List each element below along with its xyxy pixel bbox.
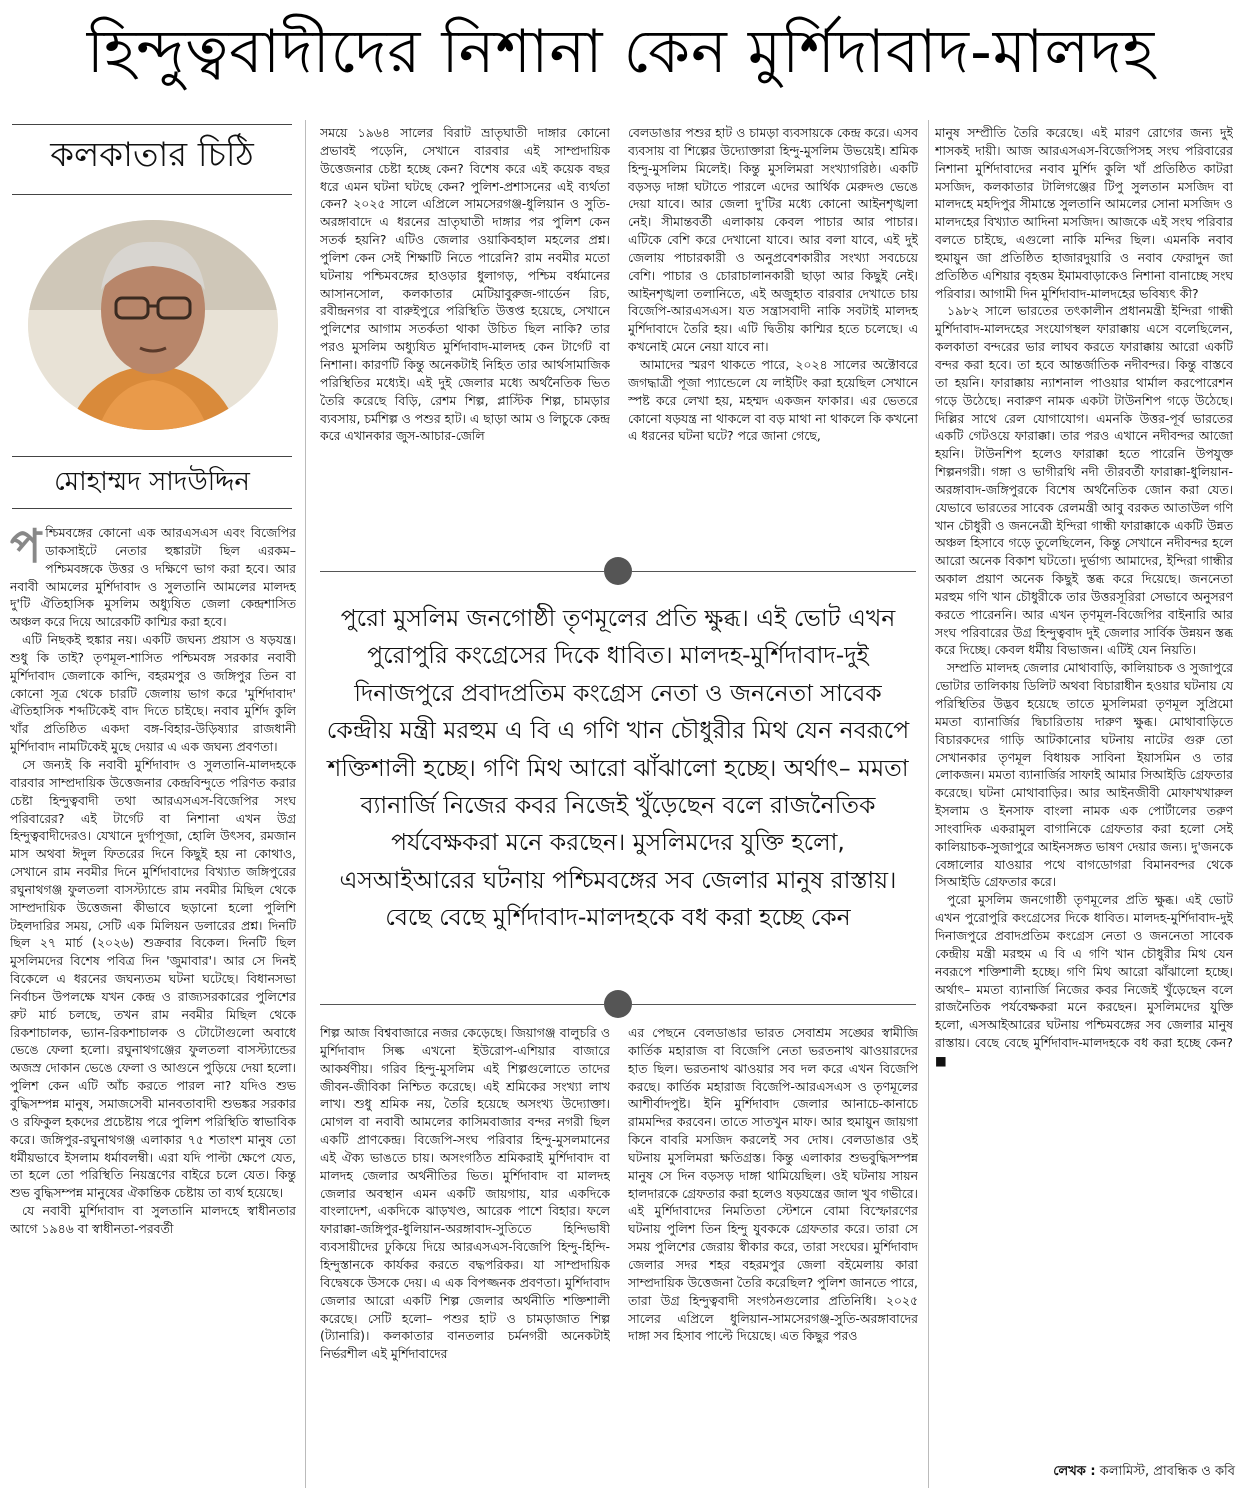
pull-quote-bottom-rule-left	[320, 1004, 604, 1005]
column-3-top-text	[628, 124, 918, 550]
paragraph: সে জন্যই কি নবাবী মুর্শিদাবাদ ও সুলতানি-মালদহকে বারবার সাম্প্রদায়িক উত্তেজনার কেন্দ্রবিন্দুতে পরিণত করার চেষ্টা হিন্দুত্ববাদী তথা আরএসএস-বিজেপির সংঘ পরিবারের? এই টার্গেট বা নিশানা এখন উগ্র হিন্দুত্ববাদীদেরও। যেখানে দুর্গাপূজা, হোলি উৎসব, রমজান মাস অথবা ঈদুল ফিতরের দিনে কিছুই হয় না কোথাও, সেখানে রাম নবমীর দিনে মুর্শিদাবাদের বিখ্যাত জঙ্গিপুরের রঘুনাথগঞ্জ ফুলতলা বাসস্ট্যান্ডে রাম নবমীর মিছিল থেকে সাম্প্রদায়িক উত্তেজনা কীভাবে ছড়ানো হলো পুলিশি টহলদারির সময়, সেটি এক মিলিয়ন ডলারের প্রশ্ন। দিনটি ছিল ২৭ মার্চ (২০২৬) শুক্রবার বিকেল। দিনটি ছিল মুসলিমদের বিশেষ পবিত্র দিন 'জুমাবার'। আর সে দিনই বিকেলে এ ধরনের জঘন্যতম ঘটনা ঘটেছে। বিধানসভা নির্বাচন উপলক্ষে যখন কেন্দ্র ও রাজ্যসরকারের পুলিশের রুট মার্চ চলছে, তখন রাম নবমীর মিছিল থেকে রিকশাচালক, ভ্যান-রিকশাচালক ও টোটোগুলো অবাধে ভেঙে ফেলা হলো। রঘুনাথগঞ্জের ফুলতলা বাসস্ট্যান্ডের অজস্র দোকান ভেঙে ফেলা ও আগুনে পুড়িয়ে দেয়া হলো। পুলিশ কেন এটি আঁচ করতে পারল না? যদিও শুভ বুদ্ধিসম্পন্ন মানুষ, সমাজসেবী মানবতাবাদী শুভঙ্কর সরকার ও রফিকুল হকদের প্রচেষ্টায় পরে পুলিশ পরিস্থিতি স্বাভাবিক করে। জঙ্গিপুর-রঘুনাথগঞ্জ এলাকার ৭৫ শতাংশ মানুষ তো ধর্মীয়ভাবে ইসলাম ধর্মাবলম্বী। এরা যদি পাল্টা ক্ষেপে যেত, তা হলে তো পরিস্থিতি নিয়ন্ত্রণের বাইরে চলে যেত। কিন্তু শুভ বুদ্ধিসম্পন্ন মানুষের ঐকান্তিক চেষ্টায় তা ব্যর্থ হয়েছে।	[10, 756, 296, 1201]
pull-quote-bottom-dot	[604, 990, 632, 1018]
byline-label: লেখক :	[1053, 1464, 1096, 1479]
paragraph: শিল্প আজ বিশ্ববাজারে নজর কেড়েছে। জিয়াগঞ্জ বালুচরি ও মুর্শিদাবাদ সিল্ক এখনো ইউরোপ-এশিয়ার বাজারে আকর্ষণীয়। গরিব হিন্দু-মুসলিম এই শিল্পগুলোতে তাদের জীবন-জীবিকা নিশ্চিত করেছে। এই শ্রমিকের সংখ্যা লাখ লাখ। শুধু শ্রমিক নয়, তৈরি হয়েছে অসংখ্য উদ্যোক্তা। মোগল বা নবাবী আমলের কাসিমবাজার বন্দর নগরী ছিল একটি প্রাণকেন্দ্র। বিজেপি-সংঘ পরিবার হিন্দু-মুসলমানের এই ঐক্য ভাঙতে চায়। অসংগঠিত শ্রমিকরাই মুর্শিদাবাদ বা মালদহ জেলার অর্থনীতির ভিত। মুর্শিদাবাদ বা মালদহ জেলার অবস্থান এমন একটি জায়গায়, যার একদিকে বাংলাদেশ, একদিকে ঝাড়খণ্ড, আরেক পাশে বিহার। ফলে ফারাক্কা-জঙ্গিপুর-ধুলিয়ান-অরঙ্গাবাদ-সুতিতে হিন্দিভাষী ব্যবসায়ীদের ঢুকিয়ে দিয়ে আরএসএস-বিজেপি হিন্দু-হিন্দি-হিন্দুস্তানকে কার্যকর করতে বদ্ধপরিকর। যা সাম্প্রদায়িক বিদ্বেষকে উসকে দেয়। এ এক বিপজ্জনক প্রবণতা। মুর্শিদাবাদ জেলার আরো একটি শিল্প জেলার অর্থনীতি শক্তিশালী করেছে। সেটি হলো– পশুর হাট ও চামড়াজাত শিল্প (ট্যানারি)। কলকাতার বানতলার চর্মনগরী অনেকটাই নির্ভরশীল এই মুর্শিদাবাদের	[320, 1025, 610, 1362]
column-divider	[305, 120, 306, 1488]
paragraph: ১৯৮২ সালে ভারতের তৎকালীন প্রধানমন্ত্রী ইন্দিরা গান্ধী মুর্শিদাবাদ-মালদহের সংযোগস্থল ফারাক্কায় এসে বলেছিলেন, কলকাতা বন্দরের ভার লাঘব করতে ফারাক্কায় আরো একটি বন্দর করা হবে। তা হবে আন্তর্জাতিক নদীবন্দর। কিন্তু বাস্তবে তা হয়নি। ফারাক্কায় ন্যাশনাল পাওয়ার থার্মাল করপোরেশন গড়ে উঠেছে। নবারুণ নামক একটা টাউনশিপ গড়ে উঠেছে। দিল্লির সাথে রেল যোগাযোগ। এমনকি উত্তর-পূর্ব ভারতের একটি গেটওয়ে ফারাক্কা। তার পরও এখানে নদীবন্দর আজো হয়নি। টাউনশিপ হলেও ফারাক্কা হতে পারেনি উপযুক্ত শিল্পনগরী। গঙ্গা ও ভাগীরথি নদী তীরবর্তী ফারাক্কা-ধুলিয়ান-অরঙ্গাবাদ-জঙ্গিপুরকে বিশেষ অর্থনৈতিক জোন করা যেত। যেভাবে ভারতের সাবেক রেলমন্ত্রী আবু বরকত আতাউল গণি খান চৌধুরী ও জননেত্রী ইন্দিরা গান্ধী ফারাক্কাকে একটি উন্নত অঞ্চল হিসাবে গড়ে তুলেছিলেন, কিন্তু সেখানে নদীবন্দর হলে আরো অনেক বিকাশ ঘটতো। দুর্ভাগ্য আমাদের, ইন্দিরা গান্ধীর অকাল প্রয়াণ অনেক কিছুই স্তব্ধ করে দিয়েছে। জননেতা মরহুম গণি খান চৌধুরীকে তার উত্তরসূরিরা সেভাবে অনুসরণ করতে পারেননি। আর এখন তৃণমূল-বিজেপির বাইনারি আর সংঘ পরিবারের উগ্র হিন্দুত্ববাদ দুই জেলার সার্বিক উন্নয়ন স্তব্ধ করে দিচ্ছে। কেবল ধর্মীয় বিভাজন। এটিই যেন নিয়তি।	[935, 303, 1233, 658]
column-label-bottom-rule	[12, 194, 292, 195]
paragraph: পুরো মুসলিম জনগোষ্ঠী তৃণমূলের প্রতি ক্ষুব্ধ। এই ভোট এখন পুরোপুরি কংগ্রেসের দিকে ধাবিত। মালদহ-মুর্শিদাবাদ-দুই দিনাজপুরে প্রবাদপ্রতিম কংগ্রেস নেতা ও জননেতা সাবেক কেন্দ্রীয় মন্ত্রী মরহুম এ বি এ গণি খান চৌধুরীর মিথ যেন নবরূপে শক্তিশালী হচ্ছে। গণি মিথ আরো ঝাঁঝালো হচ্ছে। অর্থাৎ– মমতা ব্যানার্জি নিজের কবর নিজেই খুঁড়েছেন বলে রাজনৈতিক পর্যবেক্ষকরা মনে করছেন। মুসলিমদের যুক্তি হলো, এসআইআরের ঘটনায় পশ্চিমবঙ্গের সব জেলার মানুষ রাস্তায়। বেছে বেছে মুর্শিদাবাদ-মালদহকে বধ করা হচ্ছে কেন? ■	[935, 892, 1233, 1068]
author-byline	[935, 1460, 1235, 1484]
column-1-text	[10, 524, 296, 1484]
author-name: মোহাম্মদ সাদউদ্দিন	[54, 467, 250, 497]
paragraph: এটি নিছকই হুঙ্কার নয়। একটি জঘন্য প্রয়াস ও ষড়যন্ত্র। শুধু কি তাই? তৃণমূল-শাসিত পশ্চিমবঙ্গ সরকার নবাবী মুর্শিদাবাদ জেলাকে কান্দি, বহরমপুর ও জঙ্গিপুর তিন বা কোনো সূত্র থেকে চারটি জেলায় ভাগ করে 'মুর্শিদাবাদ' ঐতিহাসিক শব্দটিকেই বাদ দিতে চাইছে। নবাব মুর্শিদ কুলি খাঁর প্রতিষ্ঠিত একদা বঙ্গ-বিহার-উড়িষ্যার রাজধানী মুর্শিদাবাদ নামটিকেই মুছে দেয়ার এ এক জঘন্য প্রবণতা।	[10, 632, 296, 755]
pull-quote-top-rule-right	[632, 571, 916, 572]
paragraph: এর পেছনে বেলডাঙার ভারত সেবাশ্রম সঙ্ঘের স্বামীজি কার্তিক মহারাজ বা বিজেপি নেতা ভরতনাথ ঝাওয়ারদের হাত ছিল। ভরতনাথ ঝাওয়ার সব দল করে এখন বিজেপি করছে। কার্তিক মহারাজ বিজেপি-আরএসএস ও তৃণমূলের আশীর্বাদপুষ্ট। ইনি মুর্শিদাবাদ জেলার আনাচে-কানাচে রামমন্দির করবেন। তাতে সাতখুন মাফ। আর হুমায়ুন জায়গা কিনে বাবরি মসজিদ করলেই সব দোষ। বেলডাঙার ওই ঘটনায় মুসলিমরা ক্ষতিগ্রস্ত। কিন্তু এলাকার শুভবুদ্ধিসম্পন্ন মানুষ সে দিন বড়সড় দাঙ্গা থামিয়েছিল। ওই ঘটনায় সায়ন হালদারকে গ্রেফতার করা হলেও ষড়যন্ত্রের জাল খুব গভীরে। এই মুর্শিদাবাদের নিমতিতা স্টেশনে বোমা বিস্ফোরণের ঘটনায় পুলিশ তিন হিন্দু যুবককে গ্রেফতার করে। তারা সে সময় পুলিশের জেরায় স্বীকার করে, তারা সংঘের। মুর্শিদাবাদ জেলার সদর শহর বহরমপুর জেলা বইমেলায় কারা সাম্প্রদায়িক উত্তেজনা তৈরি করেছিল? পুলিশ জানতে পারে, তারা উগ্র হিন্দুত্ববাদী সংগঠনগুলোর প্রতিনিধি। ২০২৫ সালের এপ্রিলে ধুলিয়ান-সামসেরগঞ্জ-সুতি-অরঙ্গাবাদের দাঙ্গা সব হিসাব পাল্টে দিয়েছে। এত কিছুর পরও	[628, 1025, 918, 1344]
paragraph: যে নবাবী মুর্শিদাবাদ বা সুলতানি মালদহে স্বাধীনতার আগে ১৯৪৬ বা স্বাধীনতা-পরবর্তী	[10, 1203, 296, 1236]
column-divider	[928, 120, 929, 1488]
paragraph: সম্প্রতি মালদহ জেলার মোথাবাড়ি, কালিয়াচক ও সুজাপুরে ভোটার তালিকায় ডিলিট অথবা বিচারাধীন হওয়ার ঘটনায় যে পরিস্থিতির উদ্ভব হয়েছে তাতে মুসলিমরা তৃণমূল সুপ্রিমো মমতা ব্যানার্জির দ্বিচারিতায় দারুণ ক্ষুব্ধ। মোথাবাড়িতে বিচারকদের গাড়ি আটকানোর ঘটনায় নাটের গুরু তো সেখানকার তৃণমূল বিধায়ক সাবিনা ইয়াসমিন ও তার লোকজন। মমতা ব্যানার্জির সাফাই আমার সিআইডি গ্রেফতার করেছে। ঘটনা মোথাবাড়ির। আর আইনজীবী মোফাখখারুল ইসলাম ও ইনসাফ বাংলা নামক এক পোর্টালের তরুণ সাংবাদিক একরামুল বাগানিকে গ্রেফতার করা হলো সেই কালিয়াচক-সুজাপুরে আইনসঙ্গত ভাষণ দেয়ার জন্য। দু'জনকে বেঙ্গালোর যাওয়ার পথে বাগডোগরা বিমানবন্দর থেকে সিআইডি গ্রেফতার করে।	[935, 660, 1233, 890]
pull-quote-top-dot	[604, 557, 632, 585]
column-label: কলকাতার চিঠি	[50, 134, 254, 175]
pull-quote-top-rule-left	[320, 571, 604, 572]
author-top-rule	[12, 456, 292, 457]
paragraph	[10, 524, 296, 631]
author-portrait-image	[28, 220, 278, 430]
headline: হিন্দুত্ববাদীদের নিশানা কেন মুর্শিদাবাদ-মালদহ	[86, 17, 1156, 87]
column-2-bottom-text	[320, 1024, 610, 1486]
pull-quote: পুরো মুসলিম জনগোষ্ঠী তৃণমূলের প্রতি ক্ষুব্ধ। এই ভোট এখন পুরোপুরি কংগ্রেসের দিকে ধাবিত। মালদহ-মুর্শিদাবাদ-দুই দিনাজপুরে প্রবাদপ্রতিম কংগ্রেস নেতা ও জননেতা সাবেক কেন্দ্রীয় মন্ত্রী মরহুম এ বি এ গণি খান চৌধুরীর মিথ যেন নবরূপে শক্তিশালী হচ্ছে। গণি মিথ আরো ঝাঁঝালো হচ্ছে। অর্থাৎ– মমতা ব্যানার্জি নিজের কবর নিজেই খুঁড়েছেন বলে রাজনৈতিক পর্যবেক্ষকরা মনে করছেন। মুসলিমদের যুক্তি হলো, এসআইআরের ঘটনায় পশ্চিমবঙ্গের সব জেলার মানুষ রাস্তায়। বেছে বেছে মুর্শিদাবাদ-মালদহকে বধ করা হচ্ছে কেন	[326, 604, 910, 932]
paragraph: মানুষ সম্প্রীতি তৈরি করেছে। এই মারণ রোগের জন্য দুই শাসকই দায়ী। আজ আরএসএস-বিজেপিসহ সংঘ পরিবারের নিশানা মুর্শিদাবাদের নবাব মুর্শিদ কুলি খাঁ প্রতিষ্ঠিত কাটরা মসজিদ, কলকাতার টালিগঞ্জের টিপু সুলতান মসজিদ বা মালদহে মহদিপুর সীমান্তে সুলতানি আমলের সোনা মসজিদ ও মালদহের বিখ্যাত আদিনা মসজিদ। আজকে এই সংঘ পরিবার বলতে চাইছে, এগুলো নাকি মন্দির ছিল। এমনকি নবাব হুমায়ুন জা প্রতিষ্ঠিত হাজারদুয়ারি ও নবাব ফেরাদুন জা প্রতিষ্ঠিত এশিয়ার বৃহত্তম ইমামবাড়াকেও নিশানা বানাচ্ছে সংঘ পরিবার। আগামী দিন মুর্শিদাবাদ-মালদহের ভবিষ্যৎ কী?	[935, 125, 1233, 301]
author-bottom-rule	[12, 508, 292, 509]
paragraph: আমাদের স্মরণ থাকতে পারে, ২০২৪ সালের অক্টোবরে জগদ্ধাত্রী পূজা প্যান্ডেলে যে লাইটিং করা হয়েছিল সেখানে স্পষ্ট করে লেখা হয়, মহম্মদ একজন ফাকার। এর ভেতরে কোনো ষড়যন্ত্র না থাকলে বা বড় মাথা না থাকলে কি কখনো এ ধরনের ঘটনা ঘটে? পরে জানা গেছে,	[628, 356, 918, 444]
column-3-bottom-text	[628, 1024, 918, 1486]
column-2-top-text	[320, 124, 610, 550]
paragraph: বেলডাঙার পশুর হাট ও চামড়া ব্যবসায়কে কেন্দ্র করে। এসব ব্যবসায় বা শিল্পের উদ্যোক্তারা হিন্দু-মুসলিম উভয়েই। শ্রমিক হিন্দু-মুসলিম মিলেই। কিন্তু মুসলিমরা সংখ্যাগরিষ্ঠ। একটি বড়সড় দাঙ্গা ঘটাতে পারলে এদের আর্থিক মেরুদণ্ড ভেঙে দেয়া যাবে। আর জেলা দু'টির মধ্যে কোনো আইনশৃঙ্খলা নেই। সীমান্তবর্তী এলাকায় কেবল পাচার আর পাচার। এটিকে বেশি করে দেখানো যাবে। আর বলা যাবে, এই দুই জেলায় পাচারকারী ও অনুপ্রবেশকারীর সংখ্যা সবচেয়ে বেশি। পাচার ও চোরাচালানকারী ছাড়া আর কিছুই নেই। আইনশৃঙ্খলা তলানিতে, এই অজুহাত বারবার দেখাতে চায় বিজেপি-আরএসএস। যত সন্ত্রাসবাদী নাকি সবটাই মালদহ মুর্শিদাবাদে তৈরি হয়। এটি দ্বিতীয় কাশ্মির হতে চলেছে। এ কখনোই মেনে নেয়া যাবে না।	[628, 125, 918, 355]
column-4-text	[935, 124, 1233, 1458]
dropcap: প	[10, 524, 42, 573]
paragraph: সময়ে ১৯৬৪ সালের বিরাট ভ্রাতৃঘাতী দাঙ্গার কোনো প্রভাবই পড়েনি, সেখানে বারবার এই সাম্প্রদায়িক উত্তেজনার চেষ্টা হচ্ছে কেন? বিশেষ করে এই কয়েক বছর ধরে এমন ঘটনা ঘটছে কেন? পুলিশ-প্রশাসনের এই ব্যর্থতা কেন? ২০২৫ সালে এপ্রিলে সামসেরগঞ্জ-ধুলিয়ান ও সুতি-অরঙ্গাবাদে এ ধরনের ভ্রাতৃঘাতী দাঙ্গার পর পুলিশ কেন সতর্ক হয়নি? এটিও জেলার ওয়াকিবহাল মহলের প্রশ্ন। পুলিশ কেন সেই শিক্ষাটি নিতে পারেনি? রাম নবমীর মতো ঘটনায় পশ্চিমবঙ্গের হাওড়ার ধুলাগড়, পশ্চিম বর্ধমানের আসানসোল, কলকাতার মেটিয়াবুরুজ-গার্ডেন রিচ, রবীন্দ্রনগর বা বারুইপুরে পরিস্থিতি উত্তপ্ত হয়েছে, সেখানে পুলিশের আগাম সতর্কতা থাকা উচিত ছিল নাকি? তার পরও মুসলিম অধ্যুষিত মুর্শিদাবাদ-মালদহ কেন টার্গেট বা নিশানা। কারণটি কিন্তু অনেকটাই নিহিত তার আর্থসামাজিক পরিস্থিতির মধ্যেই। এই দুই জেলার মধ্যে অর্থনৈতিক ভিত তৈরি করেছে বিড়ি, রেশম শিল্প, প্লাস্টিক শিল্প, চামড়ার ব্যবসায়, চর্মশিল্প ও পশুর হাট। এ ছাড়া আম ও লিচুকে কেন্দ্র করে এখানকার জুস-আচার-জেলি	[320, 125, 610, 444]
author-photo	[28, 220, 278, 430]
byline-text: কলামিস্ট, প্রাবন্ধিক ও কবি	[1099, 1464, 1235, 1479]
column-label-top-rule	[12, 124, 292, 125]
paragraph-text: শ্চিমবঙ্গের কোনো এক আরএসএস এবং বিজেপির ডাকসাইটে নেতার হুঙ্কারটা ছিল এরকম– পশ্চিমবঙ্গকে উত্তর ও দক্ষিণে ভাগ করা হবে। আর নবাবী আমলের মুর্শিদাবাদ ও সুলতানি আমলের মালদহ দু'টি ঐতিহাসিক মুসলিম অধ্যুষিত জেলা কেন্দ্রশাসিত অঞ্চল করে দিয়ে আরেকটি কাশ্মির করা হবে।	[10, 525, 296, 630]
pull-quote-bottom-rule-right	[632, 1004, 916, 1005]
